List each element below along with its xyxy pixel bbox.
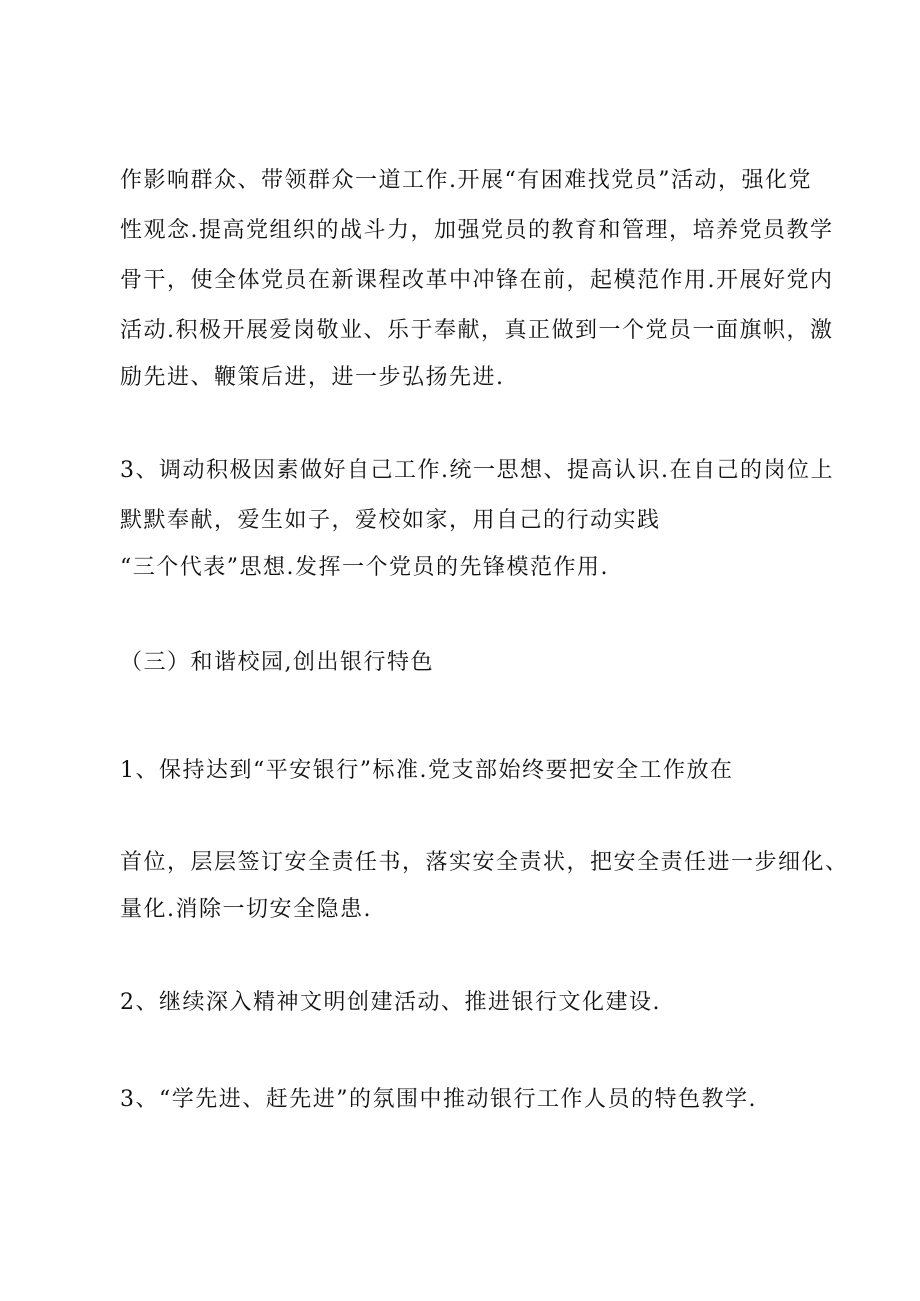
paragraph1-line-1: 作影响群众、带领群众一道工作.开展“有困难找党员”活动，强化党 (120, 168, 812, 193)
paragraph2-line-1: 3、调动积极因素做好自己工作.统一思想、提高认识.在自己的岗位上 (120, 458, 834, 483)
item1-line-3: 量化.消除一切安全隐患. (120, 897, 372, 922)
paragraph1-line-5: 励先进、鞭策后进，进一步弘扬先进. (120, 365, 505, 390)
paragraph2-line-2: 默默奉献，爱生如子，爱校如家，用自己的行动实践 (120, 508, 661, 533)
paragraph1-line-3: 骨干，使全体党员在新课程改革中冲锋在前，起模范作用.开展好党内 (120, 268, 834, 293)
paragraph1-line-4: 活动.积极开展爱岗敬业、乐于奉献，真正做到一个党员一面旗帜，激 (120, 318, 834, 343)
item3-line: 3、“学先进、赶先进”的氛围中推动银行工作人员的特色教学. (120, 1087, 757, 1112)
paragraph2-line-3: “三个代表”思想.发挥一个党员的先锋模范作用. (120, 555, 609, 580)
item1-line-1: 1、保持达到“平安银行”标准.党支部始终要把安全工作放在 (120, 758, 734, 783)
section-heading: （三）和谐校园,创出银行特色 (120, 650, 434, 675)
item2-line: 2、继续深入精神文明创建活动、推进银行文化建设. (120, 990, 661, 1015)
item1-line-2: 首位，层层签订安全责任书，落实安全责状，把安全责任进一步细化、 (120, 850, 849, 875)
paragraph1-line-2: 性观念.提高党组织的战斗力，加强党员的教育和管理，培养党员教学 (120, 218, 834, 243)
